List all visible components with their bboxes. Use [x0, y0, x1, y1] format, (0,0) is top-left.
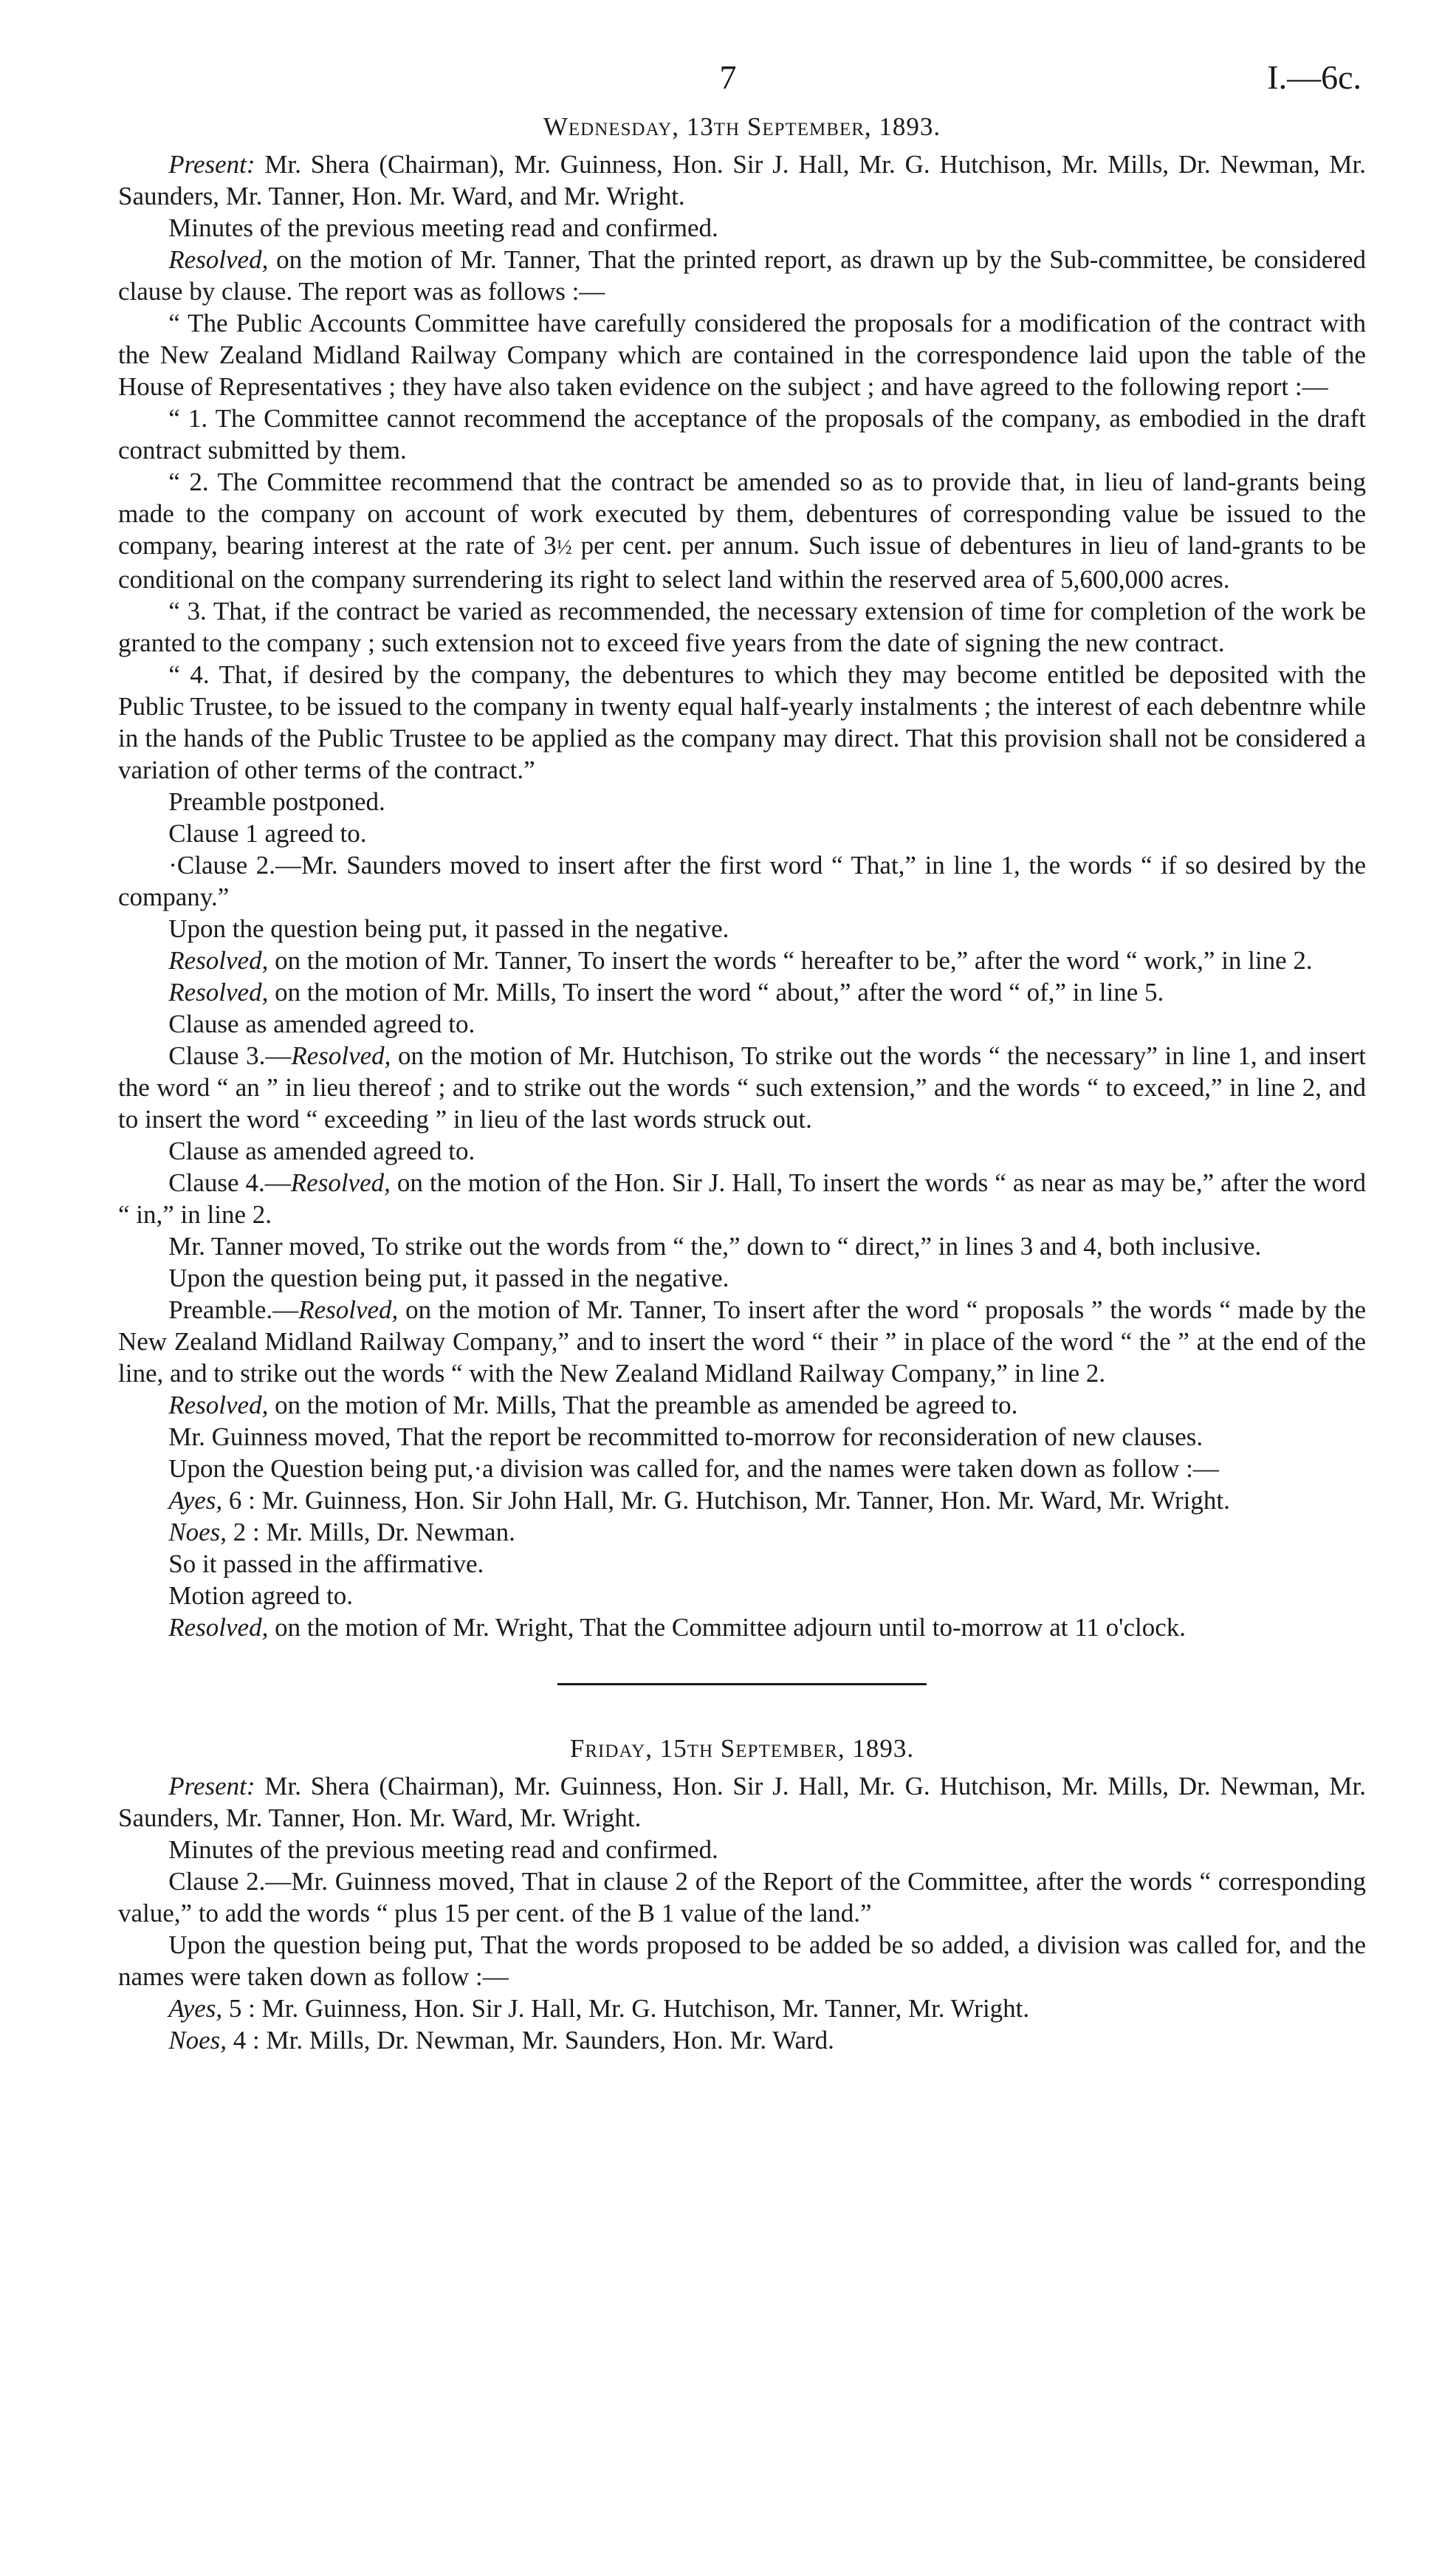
ayes-label: Ayes, [168, 1994, 223, 2023]
division-called: Upon the question being put, That the words proposed to be added be so added, a division was called for, and the names were taken down as follow :— [118, 1930, 1366, 1991]
report-clause-3: “ 3. That, if the contract be varied as recommended, the necessary extension of time for completion of the work be granted to the company ; such extension not to exceed five years from the date of signing the new contract. [118, 597, 1366, 657]
present-label: Present: [168, 150, 255, 179]
clause-amended-agreed: Clause as amended agreed to. [168, 1137, 475, 1165]
report-clause-2: “ 2. The Committee recommend that the contract be amended so as to provide that, in lieu of land-grants being made to the company on account of work executed by them, debentures of corresponding value be issued to the company, bearing interest at the rate of 3½ per cent. per annum. Such issue of debentures in lieu of land-grants to be conditional on the company surrendering its right to select land within the reserved area of 5,600,000 acres. [118, 467, 1367, 594]
passed-negative: Upon the question being put, it passed in the negative. [168, 1264, 729, 1292]
report-intro: “ The Public Accounts Committee have carefully considered the proposals for a modification of the contract with the New Zealand Midland Railway Company which are contained in the correspondence laid upon the table of the House of Representatives ; they have also taken evidence on the subject ; and have agreed to the following report :— [118, 309, 1366, 401]
document-reference: I.—6c. [1267, 58, 1361, 96]
preamble-agreed: Resolved, on the motion of Mr. Mills, That the preamble as amended be agreed to. [168, 1391, 1018, 1419]
present-label: Present: [168, 1772, 255, 1800]
tanner-motion: Mr. Tanner moved, To strike out the words from “ the,” down to “ direct,” in lines 3 and 4, both inclusive. [168, 1232, 1262, 1261]
present-members: Mr. Shera (Chairman), Mr. Guinness, Hon. Sir J. Hall, Mr. G. Hutchison, Mr. Mills, Dr. Newman, Mr. Saunders, Mr. Tanner, Hon. Mr. Ward, and Mr. Wright. [118, 150, 1366, 210]
preamble-postponed: Preamble postponed. [168, 787, 385, 816]
meeting-heading-wednesday: Wednesday, 13th September, 1893. [543, 112, 941, 141]
noes-label: Noes, [168, 1518, 227, 1546]
ayes-label: Ayes, [168, 1486, 223, 1515]
preamble-resolution: Preamble.—Resolved, on the motion of Mr. Tanner, To insert after the word “ proposals ” the words “ made by the New Zealand Midland Railway Company,” and to insert the word “ their ” in place of the word “ the ” at the end of the line, and to strike out the words “ with the New Zealand Midland Railway Company,” in line 2. [118, 1295, 1366, 1388]
fraction-half: ½ [556, 536, 572, 559]
clause-3-resolution: Clause 3.—Resolved, on the motion of Mr. Hutchison, To strike out the words “ the necessary” in line 1, and insert the word “ an ” in lieu thereof ; and to strike out the words “ such extension,” and the words “ to exceed,” in line 2, and to insert the word “ exceeding ” in lieu of the last words struck out. [118, 1041, 1366, 1134]
minutes-confirmed: Minutes of the previous meeting read and confirmed. [168, 213, 718, 242]
minutes-body [118, 111, 1366, 2056]
meeting-heading-friday: Friday, 15th September, 1893. [569, 1734, 915, 1763]
section-divider [557, 1683, 927, 1685]
report-clause-4: “ 4. That, if desired by the company, the debentures to which they may become entitled be deposited with the Public Trustee, to be issued to the company in twenty equal half-yearly instalments ; the interest of each debentnre while in the hands of the Public Trustee to be applied as the company may direct. That this provision shall not be considered a variation of other terms of the contract.” [118, 660, 1366, 784]
clause-amended-agreed: Clause as amended agreed to. [168, 1010, 475, 1038]
present-paragraph [118, 1770, 1366, 1834]
passed-negative: Upon the question being put, it passed in the negative. [168, 914, 729, 943]
ayes-vote: Ayes, 6 : Mr. Guinness, Hon. Sir John Hall, Mr. G. Hutchison, Mr. Tanner, Hon. Mr. Ward, Mr. Wright. [168, 1486, 1230, 1515]
guinness-motion: Mr. Guinness moved, That the report be recommitted to-morrow for reconsideration of new clauses. [168, 1422, 1203, 1451]
clause-2-motion: ·Clause 2.—Mr. Saunders moved to insert after the first word “ That,” in line 1, the words “ if so desired by the company.” [118, 851, 1366, 911]
resolved-about: Resolved, on the motion of Mr. Mills, To insert the word “ about,” after the word “ of,” in line 5. [168, 978, 1164, 1007]
motion-agreed: Motion agreed to. [168, 1581, 354, 1610]
report-clause-1: “ 1. The Committee cannot recommend the acceptance of the proposals of the company, as embodied in the draft contract submitted by them. [118, 404, 1366, 465]
present-members: Mr. Shera (Chairman), Mr. Guinness, Hon. Sir J. Hall, Mr. G. Hutchison, Mr. Mills, Dr. Newman, Mr. Saunders, Mr. Tanner, Hon. Mr. Ward, Mr. Wright. [118, 1772, 1366, 1832]
resolved-hereafter: Resolved, on the motion of Mr. Tanner, To insert the words “ hereafter to be,” after the word “ work,” in line 2. [168, 946, 1313, 975]
clause-2-motion: Clause 2.—Mr. Guinness moved, That in clause 2 of the Report of the Committee, after the words “ corresponding value,” to add the words “ plus 15 per cent. of the B 1 value of the land.” [118, 1867, 1366, 1928]
resolved-consider-report: Resolved, on the motion of Mr. Tanner, That the printed report, as drawn up by the Sub-committee, be considered clause by clause. The report was as follows :— [118, 245, 1366, 306]
noes-label: Noes, [168, 2026, 227, 2055]
division-called: Upon the Question being put,·a division was called for, and the names were taken down as follow :— [168, 1454, 1219, 1483]
resolved-label: Resolved, [168, 245, 269, 274]
clause-4-resolution: Clause 4.—Resolved, on the motion of the Hon. Sir J. Hall, To insert the words “ as near as may be,” after the word “ in,” in line 2. [118, 1168, 1366, 1229]
page-number: 7 [719, 58, 737, 96]
adjourn-resolution: Resolved, on the motion of Mr. Wright, That the Committee adjourn until to-morrow at 11 o'clock. [168, 1613, 1186, 1642]
noes-vote: Noes, 4 : Mr. Mills, Dr. Newman, Mr. Saunders, Hon. Mr. Ward. [168, 2026, 834, 2055]
present-paragraph [118, 148, 1366, 212]
passed-affirmative: So it passed in the affirmative. [168, 1549, 484, 1578]
ayes-vote: Ayes, 5 : Mr. Guinness, Hon. Sir J. Hall, Mr. G. Hutchison, Mr. Tanner, Mr. Wright. [168, 1994, 1030, 2023]
clause-1-agreed: Clause 1 agreed to. [168, 819, 367, 848]
minutes-confirmed: Minutes of the previous meeting read and confirmed. [168, 1835, 718, 1864]
noes-vote: Noes, 2 : Mr. Mills, Dr. Newman. [168, 1518, 515, 1546]
